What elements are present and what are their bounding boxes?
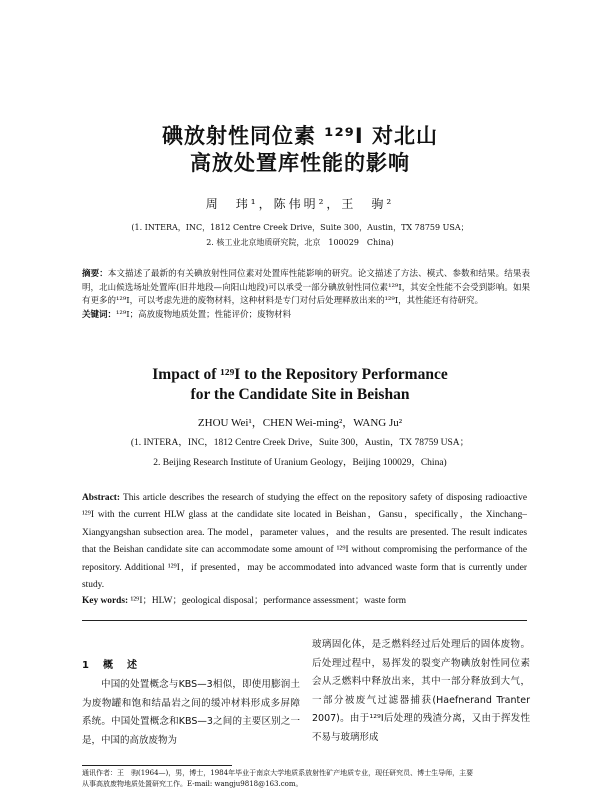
en-abstract-text: This article describes the research of studying the effect on the repository safety of disposing radioactive ¹²⁹I with the current HLW glass at the candidate site located in Beishan，Gansu，specifically，the Xinchang–Xiangyangshan subsection area. The model，parameter values，and the results are presented. The result indicates that the Beishan candidate site can accommodate some amount of ¹²⁹I without compromising the performance of the repository. Additional ¹²⁹I，if presented，may be accommodated into advanced waste form that is currently under study. — [82, 493, 527, 591]
cn-title-line2: 高放处置库性能的影响 — [190, 151, 410, 175]
en-affiliation-1: (1. INTERA，INC，1812 Centre Creek Drive，Suite 300，Austin，TX 78759 USA； — [130, 438, 470, 448]
en-keywords-label: Key words: — [82, 596, 129, 606]
en-authors: ZHOU Wei¹，CHEN Wei-ming²，WANG Ju² — [197, 417, 403, 429]
body-right-column: 玻璃固化体，是乏燃料经过后处理后的固体废物。后处理过程中，易挥发的裂变产物碘放射性同位素会从乏燃料中释放出来，其中一部分释放到大气，一部分被废气过滤器捕获(Haefnerand Tranter 2007)。由于¹²⁹I后处理的残渣分离，又由于挥发性不易与玻璃形成 — [312, 639, 530, 743]
cn-affiliation-2: 2. 核工业北京地质研究院，北京 100029 China) — [206, 238, 394, 247]
cn-keywords-label: 关键词： — [82, 310, 117, 320]
footnote-line1: 通讯作者：王 驹(1964—)，男，博士，1984年毕业于南京大学地质系放射性矿产地质专业，现任研究员、博士生导师，主要 — [82, 769, 474, 777]
footnote-rule — [82, 765, 232, 766]
en-abstract — [82, 490, 527, 594]
cn-title-line1: 碘放射性同位素 ¹²⁹I 对北山 — [161, 124, 439, 148]
cn-abstract — [82, 268, 530, 309]
cn-abstract-text: 本文描述了最新的有关碘放射性同位素对处置库性能影响的研究。论文描述了方法、模式、参数和结果。结果表明，北山候选场址处置库(旧井地段—向阳山地段)可以承受一部分碘放射性同位素¹²⁹I，其安全性能不会受到影响。如果有更多的¹²⁹I，可以考虑先进的废物材料，这种材料是专门对付后处理释放出来的¹²⁹I，其性能还有待研究。 — [82, 269, 530, 306]
footnote-line2: 从事高放废物地质处置研究工作。E-mail: wangju9818@163.com。 — [82, 780, 303, 788]
en-affiliation-2: 2. Beijing Research Institute of Uranium Geology，Beijing 100029，China) — [153, 458, 447, 468]
body-left-column: 中国的处置概念与KBS—3相似，即使用膨润土为废物罐和饱和结晶岩之间的缓冲材料形成多屏障系统。中国处置概念和KBS—3之间的主要区别之一是，中国的高放废物为 — [82, 679, 300, 746]
cn-authors: 周 玮¹，陈伟明²，王 驹² — [205, 197, 395, 211]
en-keywords-text: ¹²⁹I；HLW；geological disposal；performance assessment；waste form — [128, 596, 407, 606]
cn-affiliation-1: (1. INTERA，INC，1812 Centre Creek Drive，Suite 300，Austin，TX 78759 USA； — [131, 223, 469, 232]
en-title-line2: for the Candidate Site in Beishan — [190, 386, 410, 403]
cn-keywords — [82, 308, 530, 320]
cn-abstract-label: 摘要： — [82, 269, 108, 279]
en-abstract-label: Abstract: — [82, 493, 121, 503]
en-title-line1: Impact of ¹²⁹I to the Repository Performance — [152, 366, 448, 383]
en-keywords — [82, 592, 527, 606]
section-heading: 1 概 述 — [82, 660, 139, 671]
section-divider — [82, 620, 527, 621]
cn-keywords-text: ¹²⁹I；高放废物地质处置；性能评价；废物材料 — [116, 310, 292, 320]
footnote — [82, 768, 532, 790]
